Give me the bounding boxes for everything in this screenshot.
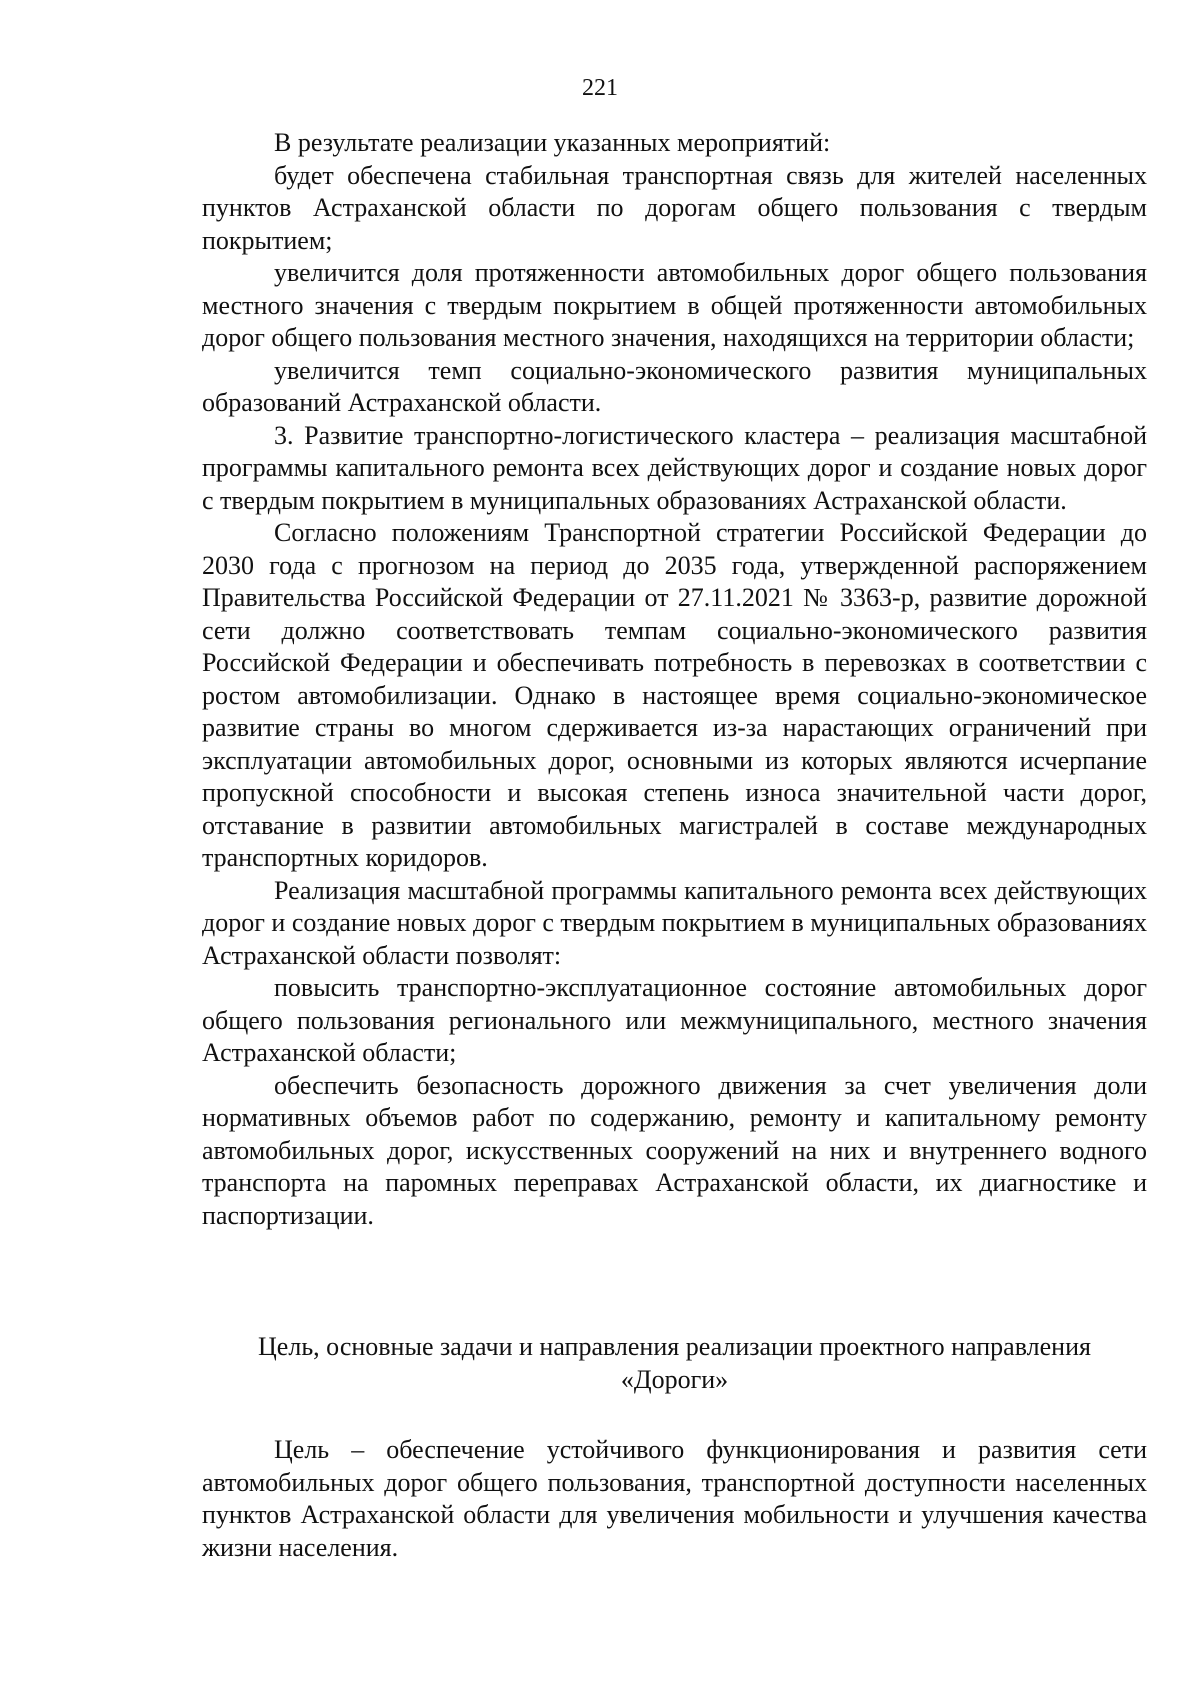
paragraph-logistics-cluster: 3. Развитие транспортно-логистического кластера – реализация масштабной программы капитального ремонта всех действующих дорог и создание новых дорог с твердым покрытием в муниципальных образованиях Астраханской области. [202,420,1147,515]
body-text [202,127,1147,1232]
goal-text [202,1434,1147,1564]
paragraph-development-pace: увеличится темп социально-экономического развития муниципальных образований Астраханской области. [202,355,1147,417]
section-heading-line-2: «Дороги» [620,1364,729,1394]
paragraph-transport-strategy: Согласно положениям Транспортной стратегии Российской Федерации до 2030 года с прогнозом на период до 2035 года, утвержденной распоряжением Правительства Российской Федерации от 27.11.2021 № 3363-р, развитие дорожной сети должно соответствовать темпам социально-экономического развития Российской Федерации и обеспечивать потребность в перевозках в соответствии с ростом автомобилизации. Однако в настоящее время социально-экономическое развитие страны во многом сдерживается из-за нарастающих ограничений при эксплуатации автомобильных дорог, основными из которых являются исчерпание пропускной способности и высокая степень износа значительной части дорог, отставание в развитии автомобильных магистралей в составе международных транспортных коридоров. [202,518,1147,872]
paragraph-road-share: увеличится доля протяженности автомобильных дорог общего пользования местного значения с твердым покрытием в общей протяженности автомобильных дорог общего пользования местного значения, находящихся на территории области; [202,258,1147,352]
paragraph-program-benefits: Реализация масштабной программы капитального ремонта всех действующих дорог и создание новых дорог с твердым покрытием в муниципальных образованиях Астраханской области позволят: [202,875,1147,970]
paragraph-intro: В результате реализации указанных мероприятий: [274,128,831,157]
section-heading-line-1: Цель, основные задачи и направления реализации проектного направления [258,1332,1091,1361]
paragraph-road-safety: обеспечить безопасность дорожного движения за счет увеличения доли нормативных объемов работ по содержанию, ремонту и капитальному ремонту автомобильных дорог, искусственных сооружений на них и внутреннего водного транспорта на паромных переправах Астраханской области, их диагностике и паспортизации. [202,1070,1147,1230]
section-heading [202,1331,1147,1396]
paragraph-goal: Цель – обеспечение устойчивого функционирования и развития сети автомобильных дорог общего пользования, транспортной доступности населенных пунктов Астраханской области для увеличения мобильности и улучшения качества жизни населения. [202,1435,1147,1562]
paragraph-transport-link: будет обеспечена стабильная транспортная связь для жителей населенных пунктов Астраханской области по дорогам общего пользования с твердым покрытием; [202,160,1147,255]
paragraph-improve-condition: повысить транспортно-эксплуатационное состояние автомобильных дорог общего пользования регионального или межмуниципального, местного значения Астраханской области; [202,973,1147,1067]
page-number: 221 [582,75,618,101]
